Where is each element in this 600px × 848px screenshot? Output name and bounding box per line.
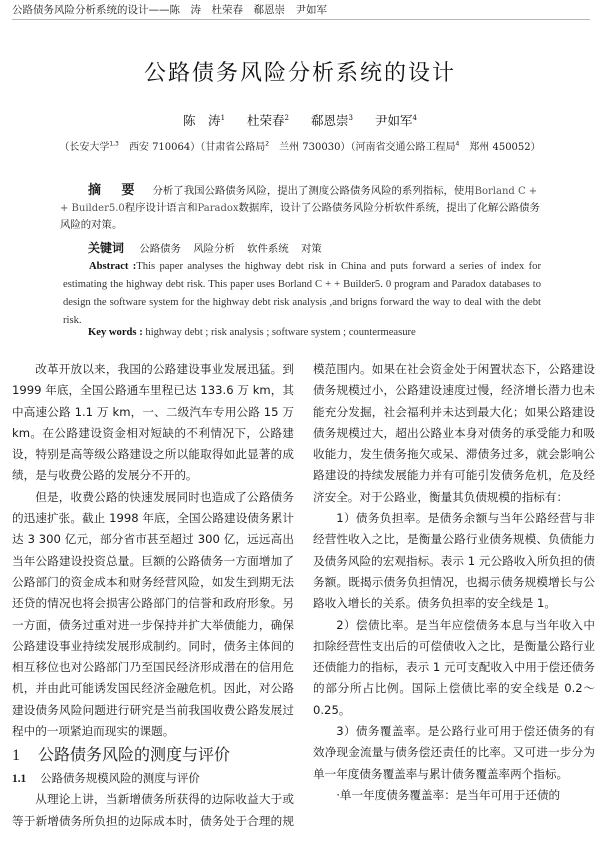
section-title: 公路债务风险的测度与评价 [38, 745, 231, 765]
abstract-en-label: Abstract : [89, 261, 137, 272]
header-rule [12, 19, 590, 20]
affiliation-mark: 4 [455, 140, 460, 148]
subsection-heading [12, 769, 294, 789]
body-paragraph: 但是，收费公路的快速发展同时也造成了公路债务的迅速扩张。截止 1998 年底，全国公路建设债务累计达 3 300 亿元，部分省市甚至超过 300 亿，远远高出当年公路建设投资总量。巨额的公路债务一方面增加了公路部门的资金成本和财务经营风险，如发生到期无法还贷的情况也将会损害公路部门的信誉和政府形象。另一方面，债务过重对进一步保持并扩大举债能力，确保公路建设事业持续发展形成制约。同时，债务主体间的相互移位也对公路部门乃至国民经济形成潜在的信用危机，并由此可能诱发国民经济金融危机。因此，对公路建设债务风险问题进行研究是当前我国收费公路发展过程中的一项紧迫而现实的课题。 [12, 489, 294, 739]
abstract-english [63, 258, 541, 330]
affiliation-org: （河南省交通公路工程局 [350, 142, 456, 153]
affiliations [18, 138, 582, 153]
author-name: 尹如军 [374, 113, 413, 128]
author [375, 113, 417, 128]
keywords-chinese [88, 239, 331, 256]
author-name: 陈 涛 [183, 113, 221, 128]
affiliation-city: 西安 [128, 142, 149, 153]
abstract-en-text: This paper analyses the highway debt risk in China and puts forward a series of index for estimating the highway debt risk. This paper uses Borland C + + Builder5. 0 program and Paradox databases to design the software system for the highway debt risk analysis ,and brigns forward the way to deal with the debt risk. [63, 261, 541, 326]
keywords-label: 关键词 [88, 241, 125, 255]
abstract-label: 摘 要 [88, 183, 143, 198]
keyword: 对策 [300, 243, 322, 255]
subsection-title: 公路债务规模风险的测度与评价 [40, 771, 200, 786]
author [183, 113, 225, 128]
keyword: 软件系统 [247, 243, 289, 255]
affiliation-code: 450052） [492, 142, 541, 153]
paper-title: 公路债务风险分析系统的设计 [143, 61, 456, 86]
keywords-en-label: Key words : [88, 327, 143, 338]
author [247, 113, 289, 128]
affiliation [200, 142, 350, 153]
keywords-english [88, 327, 416, 338]
running-head: 公路债务风险分析系统的设计——陈 涛 杜荣春 郗恩崇 尹如军 [12, 4, 327, 16]
abstract-text: 程序设计语言和 [124, 202, 198, 214]
author-mark: 2 [284, 113, 289, 122]
subsection-number: 1.1 [12, 773, 27, 786]
affiliation-org: （甘肃省公路局 [200, 142, 266, 153]
abstract-text: Paradox [197, 203, 239, 214]
author-name: 杜荣春 [247, 113, 285, 128]
author-list [0, 111, 600, 129]
abstract-text: Borland C + + Builder5.0 [60, 186, 538, 214]
body-paragraph: 从理论上讲，当新增债务所获得的边际收益大于或等于新增债务所负担的边际成本时，债务处于合理的规模范围内。如果在社会资金处于闲置状态下，公路建设债务规模过小，公路建设速度过慢，经济增长潜力也未能充分发掘，社会福利并未达到最大化；如果公路建设债务规模过大，超出公路业本身对债务的承受能力和吸收能力，发生债务拖欠或呆、滞债务过多，就会影响公路建设的持续发展能力并有可能引发债务危机，危及经济安全。对于公路业，衡量其负债规模的指标有： [12, 362, 595, 828]
affiliation-city: 兰州 [279, 142, 300, 153]
author [311, 113, 353, 128]
keyword: 风险分析 [193, 243, 235, 255]
author-mark: 4 [412, 113, 417, 122]
body-paragraph: 2）偿债比率。是当年应偿债务本息与当年收入中扣除经营性支出后的可偿债收入之比，是衡量公路行业还债能力的指标，表示 1 元可支配收入中用于偿还债务的部分所占比例。国际上偿债比率的安全线是 0.2～0.25。 [313, 617, 595, 717]
author-mark: 1 [220, 113, 226, 122]
author-mark: 3 [348, 113, 353, 122]
body-paragraph: 1）债务负担率。是债务余额与当年公路经营与非经营性收入之比，是衡量公路行业债务规模、负债能力及债务风险的宏观指标。表示 1 元公路收入所负担的债务额。既揭示债务负担情况，也揭示债务规模增长与公路收入增长的关系。债务负担率的安全线是 1。 [313, 511, 595, 611]
abstract-chinese [60, 182, 540, 234]
affiliation [350, 142, 540, 153]
body-paragraph: ·单一年度债务覆盖率：是当年可用于还债的 [336, 787, 561, 802]
affiliation [59, 142, 200, 153]
affiliation-mark: 1,3 [109, 140, 119, 148]
affiliation-mark: 2 [265, 140, 270, 148]
body-paragraph: 3）债务覆盖率。是公路行业可用于偿还债务的有效净现金流量与债务偿还责任的比率。又可进一步分为单一年度债务覆盖率与累计债务覆盖率两个指标。 [313, 724, 595, 781]
affiliation-city: 郑州 [469, 142, 490, 153]
affiliation-org: （长安大学 [59, 142, 110, 153]
section-heading [12, 742, 294, 769]
keyword: 公路债务 [139, 243, 181, 255]
abstract-text: 数据库，设计了公路债务风险分析软件系统，提出了化解公路债务风险的对策。 [60, 202, 540, 231]
body-paragraph: 改革开放以来，我国的公路建设事业发展迅猛。到 1999 年底，全国公路通车里程已达 133.6 万 km，其中高速公路 1.1 万 km，一、二级汽车专用公路 15 万 km。在公路建设资金相对短缺的不利情况下，公路建设，特别是高等级公路建设之所以能取得如此显著的成绩，是与收费公路的发展分不开的。 [12, 362, 294, 483]
keywords-en-text: highway debt ; risk analysis ; software system ; countermeasure [145, 327, 416, 338]
abstract-text: 分析了我国公路债务风险，提出了测度公路债务风险的系列指标，使用 [152, 185, 475, 197]
author-name: 郗恩崇 [310, 113, 349, 128]
body-columns [12, 359, 595, 848]
affiliation-code: 730030） [302, 142, 351, 153]
section-number: 1 [12, 747, 20, 765]
affiliation-code: 710064） [152, 142, 201, 153]
